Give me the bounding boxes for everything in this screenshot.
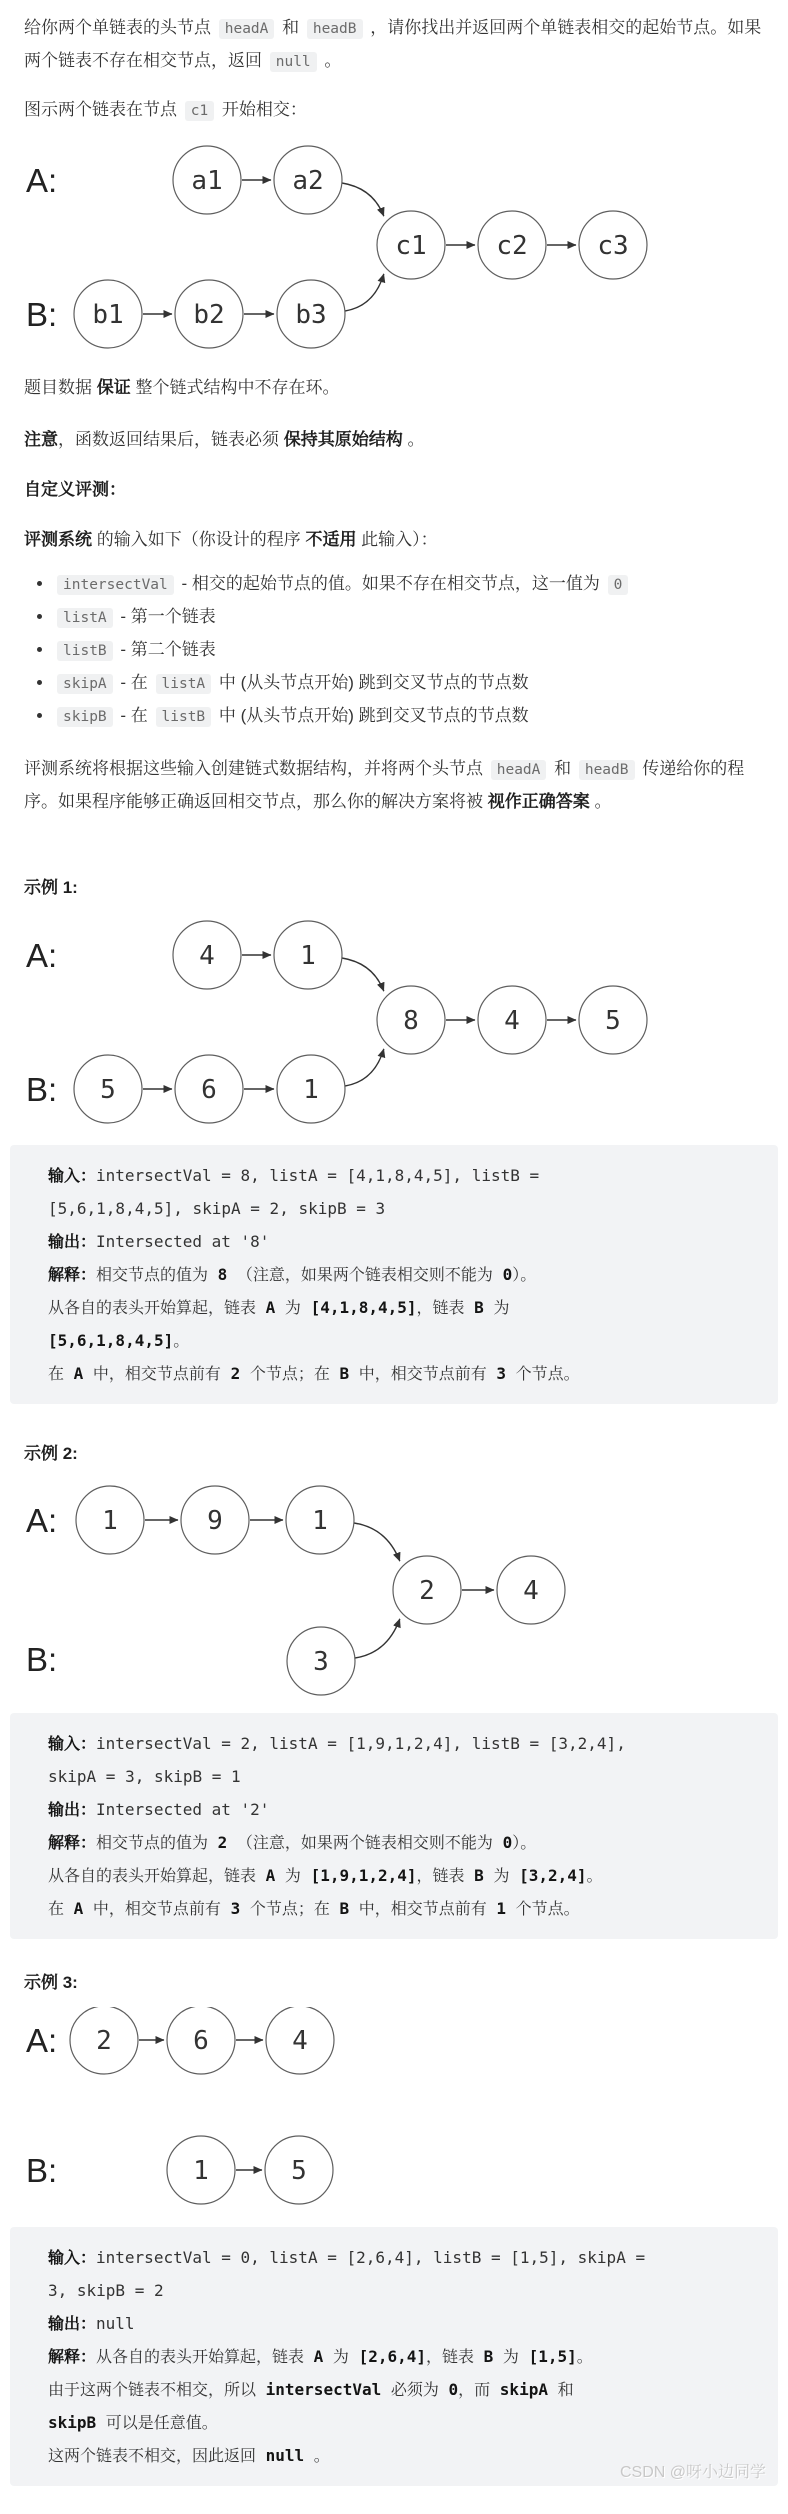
inline-code: listB — [57, 641, 113, 661]
bold-text: null — [265, 2446, 305, 2465]
node-label: 8 — [403, 1006, 419, 1036]
bold-text: B — [474, 1298, 484, 1317]
node-label: 6 — [201, 1075, 217, 1105]
node-label: 4 — [199, 941, 215, 971]
judge-input-intro: 评测系统 的输入如下（你设计的程序 不适用 此输入）： — [24, 530, 438, 549]
edge-arrow — [345, 274, 384, 311]
bold-text: 0 — [502, 1833, 513, 1852]
bold-text: 输出： — [48, 1800, 97, 1819]
example-1-io-block — [10, 1145, 778, 1404]
bold-text: [1,9,1,2,4] — [310, 1866, 417, 1885]
list-label: A: — [26, 2022, 58, 2059]
code-line: 输出：null — [48, 2314, 135, 2333]
inline-code: skipA — [57, 674, 113, 694]
bold-text: 输入： — [48, 1734, 97, 1753]
bold-text: A — [265, 1298, 276, 1317]
judge-input-list — [24, 568, 772, 733]
node-label: c1 — [395, 231, 427, 261]
bold-text: intersectVal — [265, 2380, 382, 2399]
edge-arrow — [342, 958, 384, 991]
inline-code: headB — [307, 19, 363, 39]
list-item: • listA - 第一个链表 — [54, 601, 772, 634]
inline-code: null — [270, 52, 317, 72]
code-line: 输出：Intersected at '8' — [48, 1232, 270, 1251]
list-label: A: — [26, 1502, 58, 1539]
bold-text: 2 — [217, 1833, 228, 1852]
code-line: 由于这两个链表不相交，所以 intersectVal 必须为 0，而 skipA 和 — [48, 2380, 574, 2399]
example-2-heading: 示例 2: — [24, 1444, 78, 1463]
edge-arrow — [342, 183, 384, 216]
list-label: B: — [26, 2152, 58, 2189]
csdn-watermark: CSDN @呀小边同学 — [619, 2464, 766, 2481]
bold-text: 评测系统 — [24, 530, 92, 549]
problem-statement: 给你两个单链表的头节点 headA 和 headB ，请你找出并返回两个单链表相交的起始节点。如果两个链表不存在相交节点，返回 null 。 — [24, 18, 762, 70]
bold-text: A — [265, 1866, 276, 1885]
judge-description: 评测系统将根据这些输入创建链式数据结构，并将两个头节点 headA 和 headB 传递给你的程序。如果程序能够正确返回相交节点，那么你的解决方案将被 视作正确答案 。 — [24, 759, 745, 811]
code-line: [5,6,1,8,4,5]。 — [48, 1331, 190, 1350]
bold-text: 1 — [496, 1899, 507, 1918]
bold-text: 输入： — [48, 1166, 97, 1185]
bold-text: skipA — [499, 2380, 548, 2399]
node-label: 9 — [207, 1506, 223, 1536]
diagram-caption: 图示两个链表在节点 c1 开始相交： — [24, 100, 307, 119]
bold-text: A — [73, 1364, 84, 1383]
bold-text: B — [483, 2347, 494, 2366]
bold-text: [5,6,1,8,4,5] — [48, 1331, 174, 1350]
bold-text: 输出： — [48, 1232, 97, 1251]
bold-text: 视作正确答案 — [487, 792, 590, 811]
bold-text: [2,6,4] — [358, 2347, 427, 2366]
custom-judge-heading — [24, 474, 772, 506]
node-label: 5 — [605, 1006, 621, 1036]
bold-text: 解释： — [48, 1833, 97, 1852]
node-label: b1 — [92, 300, 124, 330]
node-label: a1 — [191, 166, 223, 196]
bold-text: 解释： — [48, 1265, 97, 1284]
bold-text: B — [339, 1364, 350, 1383]
node-label: c3 — [597, 231, 629, 261]
code-line: 解释：相交节点的值为 2 （注意，如果两个链表相交则不能为 0）。 — [48, 1833, 537, 1852]
bold-text: 3 — [230, 1899, 241, 1918]
bold-text: B — [339, 1899, 350, 1918]
example-2-io-block — [10, 1713, 778, 1939]
node-label: 1 — [102, 1506, 118, 1536]
node-label: 5 — [291, 2156, 307, 2186]
inline-code: intersectVal — [57, 575, 174, 595]
bold-text: [1,5] — [528, 2347, 577, 2366]
bold-text: A — [313, 2347, 324, 2366]
bold-text: skipB — [48, 2413, 97, 2432]
node-label: 2 — [419, 1576, 435, 1606]
node-label: 5 — [100, 1075, 116, 1105]
node-label: 4 — [292, 2026, 308, 2056]
bold-text: [4,1,8,4,5] — [310, 1298, 417, 1317]
inline-code: headA — [491, 760, 547, 780]
list-label: B: — [26, 296, 58, 333]
bold-text: 2 — [230, 1364, 241, 1383]
edge-arrow — [345, 1049, 384, 1086]
example-3-io-block — [10, 2227, 778, 2486]
inline-code: 0 — [608, 575, 629, 595]
bold-text: 8 — [217, 1265, 228, 1284]
list-item: • listB - 第二个链表 — [54, 634, 772, 667]
node-label: b2 — [193, 300, 225, 330]
bold-text: 0 — [448, 2380, 459, 2399]
code-line: 从各自的表头开始算起，链表 A 为 [1,9,1,2,4]，链表 B 为 [3,2,4]。 — [48, 1866, 603, 1885]
bold-text: B — [474, 1866, 484, 1885]
edge-arrow — [354, 1523, 400, 1561]
bold-text: 3 — [496, 1364, 507, 1383]
code-line: 输入：intersectVal = 8, listA = [4,1,8,4,5], listB = — [48, 1166, 540, 1185]
list-item: • intersectVal - 相交的起始节点的值。如果不存在相交节点，这一值为 0 — [54, 568, 772, 601]
no-cycle-note: 题目数据 保证 整个链式结构中不存在环。 — [24, 378, 340, 397]
code-line: 3, skipB = 2 — [48, 2281, 164, 2300]
node-label: 4 — [504, 1006, 520, 1036]
inline-code: c1 — [185, 101, 214, 121]
inline-code: skipB — [57, 707, 113, 727]
code-line: 从各自的表头开始算起，链表 A 为 [4,1,8,4,5]，链表 B 为 — [48, 1298, 510, 1317]
code-line: 在 A 中，相交节点前有 3 个节点；在 B 中，相交节点前有 1 个节点。 — [48, 1899, 580, 1918]
inline-code: listB — [156, 707, 212, 727]
node-label: 3 — [313, 1647, 329, 1677]
bold-text: [3,2,4] — [519, 1866, 587, 1885]
list-item: • skipB - 在 listB 中 (从头节点开始) 跳到交叉节点的节点数 — [54, 700, 772, 733]
code-line: 输出：Intersected at '2' — [48, 1800, 270, 1819]
preserve-structure-note: 注意，函数返回结果后，链表必须 保持其原始结构 。 — [24, 430, 425, 449]
code-line: 解释：从各自的表头开始算起，链表 A 为 [2,6,4]，链表 B 为 [1,5]。 — [48, 2347, 593, 2366]
node-label: 6 — [193, 2026, 209, 2056]
inline-code: listA — [156, 674, 212, 694]
inline-code: headB — [579, 760, 635, 780]
list-label: B: — [26, 1641, 58, 1678]
code-line: skipA = 3, skipB = 1 — [48, 1767, 241, 1786]
node-label: 1 — [303, 1075, 319, 1105]
list-label: A: — [26, 162, 58, 199]
node-label: a2 — [292, 166, 324, 196]
edge-arrow — [355, 1619, 400, 1658]
code-line: 解释：相交节点的值为 8 （注意，如果两个链表相交则不能为 0）。 — [48, 1265, 537, 1284]
bold-text: 保证 — [96, 378, 131, 397]
bold-text: 输出： — [48, 2314, 97, 2333]
code-line: 在 A 中，相交节点前有 2 个节点；在 B 中，相交节点前有 3 个节点。 — [48, 1364, 580, 1383]
example-2-diagram — [0, 1484, 788, 1697]
inline-code: headA — [219, 19, 275, 39]
bold-text: 注意 — [24, 430, 58, 449]
list-label: A: — [26, 937, 58, 974]
code-line: [5,6,1,8,4,5], skipA = 2, skipB = 3 — [48, 1199, 386, 1218]
node-label: b3 — [295, 300, 327, 330]
code-line: 输入：intersectVal = 2, listA = [1,9,1,2,4], listB = [3,2,4], — [48, 1734, 626, 1753]
bold-text: 自定义评测： — [24, 480, 126, 499]
node-label: 4 — [523, 1576, 539, 1606]
intersection-diagram-intro — [0, 143, 788, 350]
node-label: c2 — [496, 231, 528, 261]
node-label: 2 — [96, 2026, 112, 2056]
node-label: 1 — [193, 2156, 209, 2186]
code-line: skipB 可以是任意值。 — [48, 2413, 218, 2432]
example-3-diagram — [0, 2007, 788, 2215]
node-label: 1 — [300, 941, 316, 971]
list-item: • skipA - 在 listA 中 (从头节点开始) 跳到交叉节点的节点数 — [54, 667, 772, 700]
bold-text: 输入： — [48, 2248, 97, 2267]
bold-text: A — [73, 1899, 84, 1918]
code-line: 这两个链表不相交，因此返回 null 。 — [48, 2446, 330, 2465]
bold-text: 解释： — [48, 2347, 97, 2366]
bold-text: 不适用 — [305, 530, 357, 549]
example-1-heading: 示例 1: — [24, 878, 78, 897]
bold-text: 保持其原始结构 — [283, 430, 403, 449]
bold-text: 0 — [502, 1265, 513, 1284]
example-3-heading: 示例 3: — [24, 1973, 78, 1992]
inline-code: listA — [57, 608, 113, 628]
list-label: B: — [26, 1071, 58, 1108]
code-line: 输入：intersectVal = 0, listA = [2,6,4], listB = [1,5], skipA = — [48, 2248, 646, 2267]
node-label: 1 — [312, 1506, 328, 1536]
example-1-diagram — [0, 918, 788, 1125]
